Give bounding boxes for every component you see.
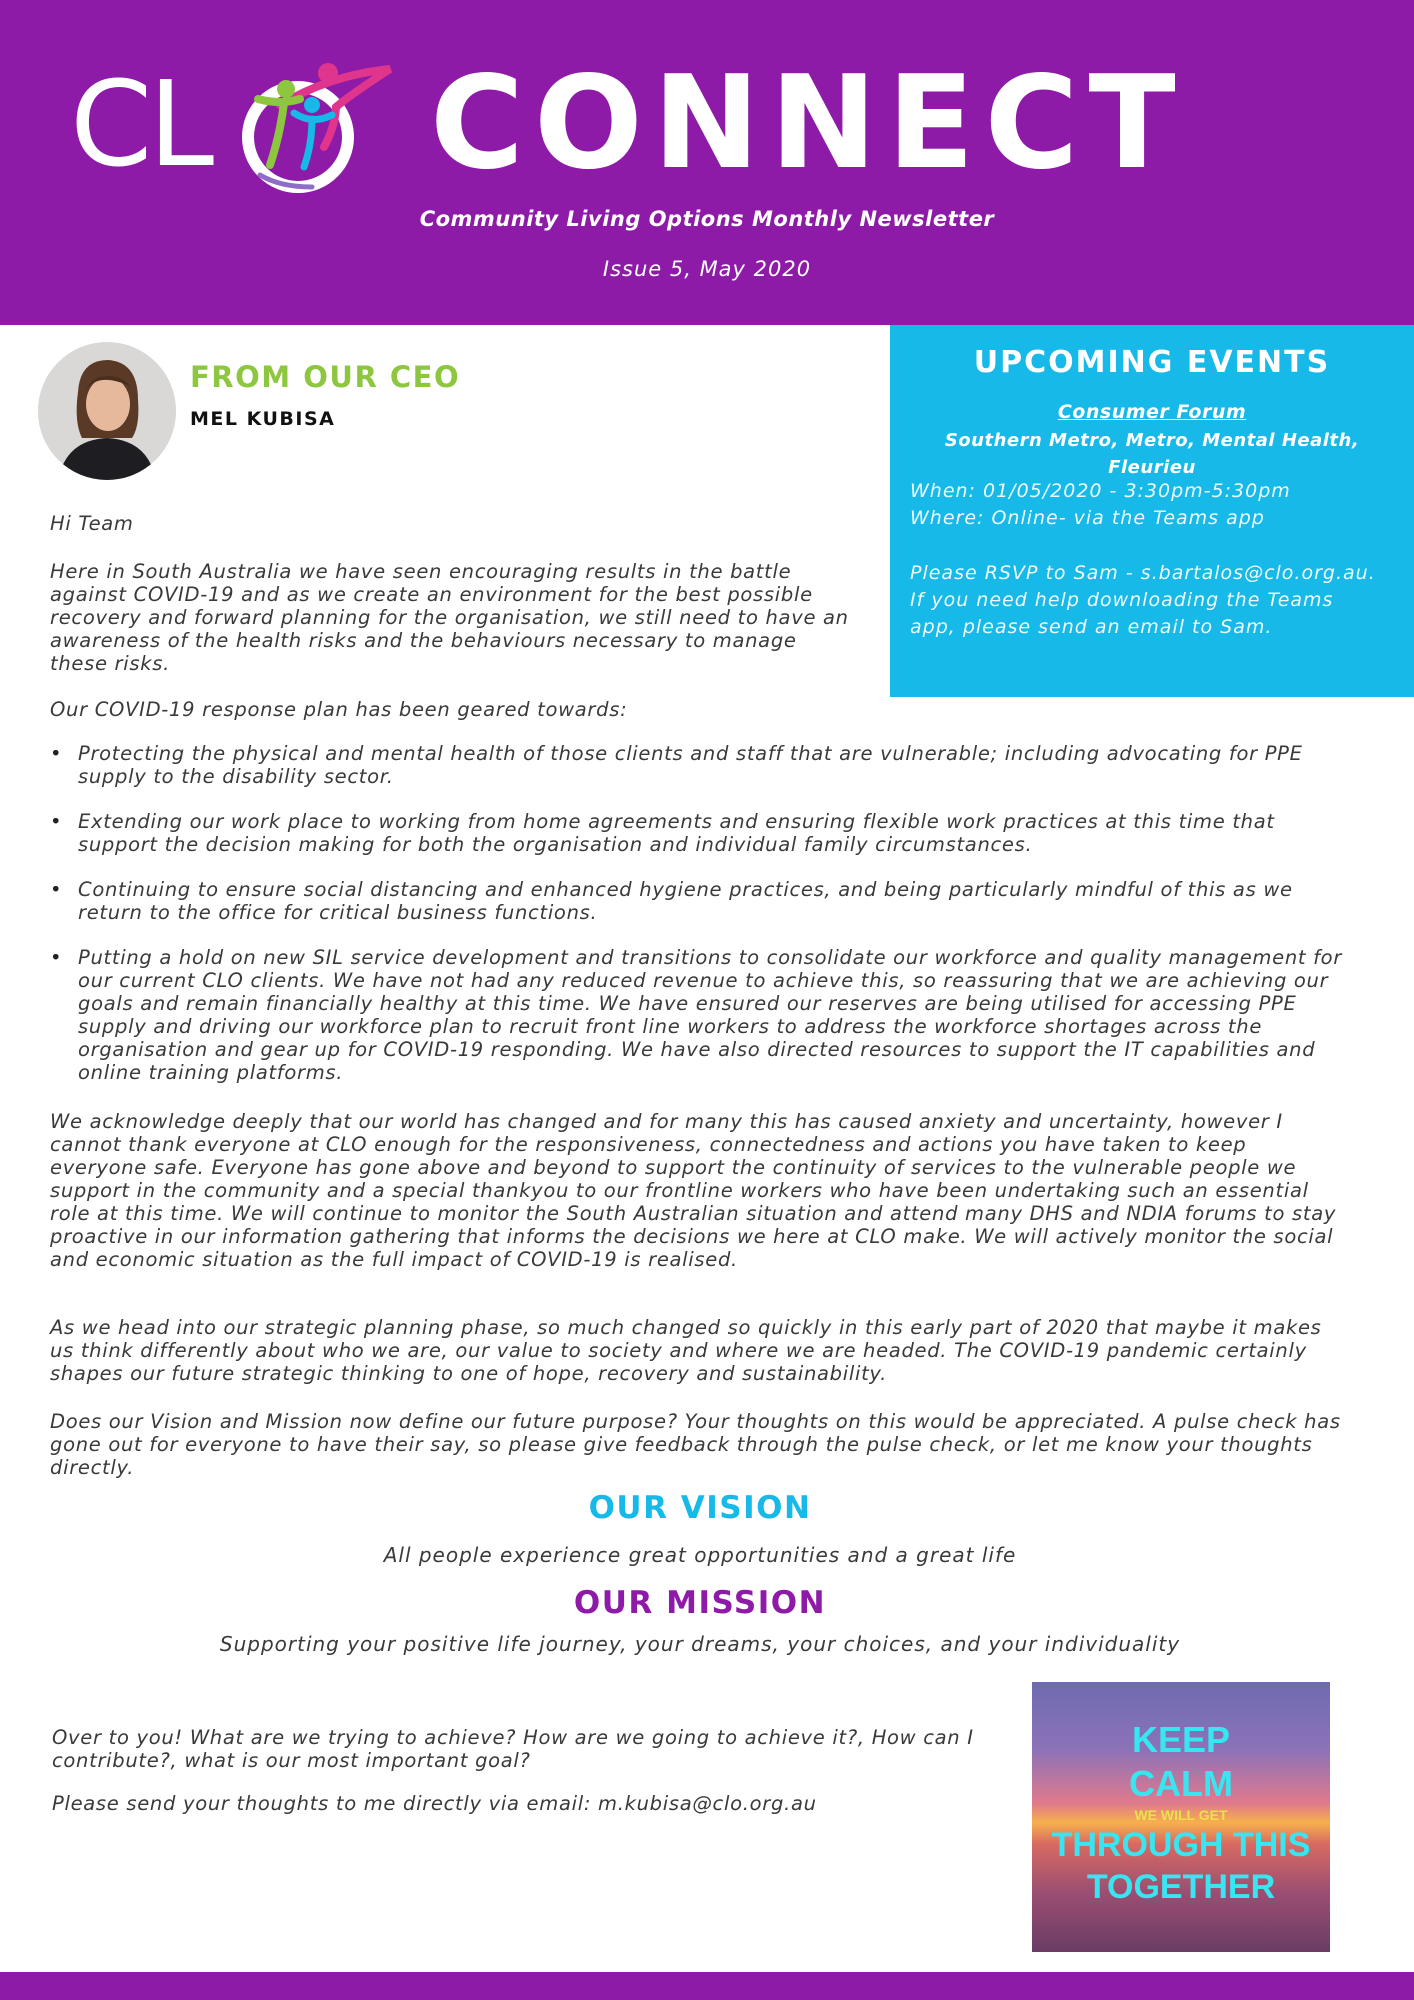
keep-calm-poster xyxy=(1032,1682,1330,1952)
event-help-line-2: app, please send an email to Sam. xyxy=(910,616,1273,638)
event-locations: Southern Metro, Metro, Mental Health, Fleurieu xyxy=(944,430,1360,478)
poster-line-keep: KEEP xyxy=(1131,1719,1231,1760)
ceo-photo xyxy=(38,342,176,480)
poster-line-we-will-get: WE WILL GET xyxy=(1134,1807,1228,1823)
poster-line-through-this: THROUGH THIS xyxy=(1051,1826,1311,1864)
mission-text: Supporting your positive life journey, your dreams, your choices, and your individuality xyxy=(219,1632,1181,1656)
event-help-line-1: If you need help downloading the Teams xyxy=(910,589,1334,611)
closing-email: Please send your thoughts to me directly via email: m.kubisa@clo.org.au xyxy=(52,1792,817,1815)
newsletter-subtitle: Community Living Options Monthly Newsletter xyxy=(419,207,995,231)
ceo-section-heading: FROM OUR CEO xyxy=(190,360,461,394)
event-name: Consumer Forum xyxy=(1057,401,1247,423)
event-where: Where: Online- via the Teams app xyxy=(910,507,1265,529)
clo-logo xyxy=(70,55,400,205)
events-heading: UPCOMING EVENTS xyxy=(973,345,1331,380)
poster-line-calm: CALM xyxy=(1129,1763,1233,1804)
people-logo-icon xyxy=(240,55,400,205)
closing-questions: Over to you! What are we trying to achieve? How are we going to achieve it?, How can I contribute?, what is our most important goal? xyxy=(52,1726,974,1772)
event-when: When: 01/05/2020 - 3:30pm-5:30pm xyxy=(910,480,1291,502)
vision-heading: OUR VISION xyxy=(588,1490,812,1526)
mission-heading: OUR MISSION xyxy=(573,1585,827,1621)
letter-intro: Here in South Australia we have seen encouraging results in the battle against COVID-19 and as we create an environment for the best possible recovery and forward planning for the organisation, we still need to have an awareness of the health risks and the behaviours necessary to manage these risks. xyxy=(50,560,849,675)
vision-text: All people experience great opportunities and a great life xyxy=(383,1543,1017,1567)
poster-line-together: TOGETHER xyxy=(1086,1868,1276,1906)
list-item: • Extending our work place to working from home agreements and ensuring flexible work practices at this time that support the decision making for both the organisation and individual family circumstances. xyxy=(50,810,1350,856)
ceo-name: MEL KUBISA xyxy=(190,408,336,430)
footer-bar xyxy=(0,1972,1414,2000)
logo-letters: CL xyxy=(70,55,211,193)
plan-lead: Our COVID-19 response plan has been geared towards: xyxy=(50,698,628,721)
list-item: • Continuing to ensure social distancing and enhanced hygiene practices, and being particularly mindful of this as we return to the office for critical business functions. xyxy=(50,878,1350,924)
event-rsvp: Please RSVP to Sam - s.bartalos@clo.org.au. xyxy=(910,562,1376,584)
newsletter-title: CONNECT xyxy=(430,49,1186,198)
list-item: • Protecting the physical and mental health of those clients and staff that are vulnerable; including advocating for PPE supply to the disability sector. xyxy=(50,742,1350,788)
issue-number: Issue 5, May 2020 xyxy=(602,257,812,281)
list-item: • Putting a hold on new SIL service development and transitions to consolidate our workforce and quality management for our current CLO clients. We have not had any reduced revenue to achieve this, so reassuring that we are achieving our goals and remain financially healthy at this time. We have ensured our reserves are being utilised for accessing PPE supply and driving our workforce plan to recruit front line workers to address the workforce shortages across the organisation and gear up for COVID-19 responding. We have also directed resources to support the IT capabilities and online training platforms. xyxy=(50,946,1350,1084)
upcoming-events-panel xyxy=(890,325,1414,697)
vision-question-paragraph: Does our Vision and Mission now define our future purpose? Your thoughts on this would be appreciated. A pulse check has gone out for everyone to have their say, so please give feedback through the pulse check, or let me know your thoughts directly. xyxy=(50,1410,1341,1479)
newsletter-header xyxy=(0,0,1414,325)
acknowledge-paragraph: We acknowledge deeply that our world has changed and for many this has caused anxiety and uncertainty, however I cannot thank everyone at CLO enough for the responsiveness, connectedness and actions you have taken to keep everyone safe. Everyone has gone above and beyond to support the continuity of services to the vulnerable people we support in the community and a special thankyou to our frontline workers who have been undertaking such an essential role at this time. We will continue to monitor the South Australian situation and attend many DHS and NDIA forums to stay proactive in our information gathering that informs the decisions we here at CLO make. We will actively monitor the social and economic situation as the full impact of COVID-19 is realised. xyxy=(50,1110,1337,1271)
letter-greeting: Hi Team xyxy=(50,512,134,535)
response-plan-list xyxy=(50,742,1350,1106)
strategic-paragraph: As we head into our strategic planning phase, so much changed so quickly in this early part of 2020 that maybe it makes us think differently about who we are, our value to society and where we are headed. The COVID-19 pandemic certainly shapes our future strategic thinking to one of hope, recovery and sustainability. xyxy=(50,1316,1322,1385)
